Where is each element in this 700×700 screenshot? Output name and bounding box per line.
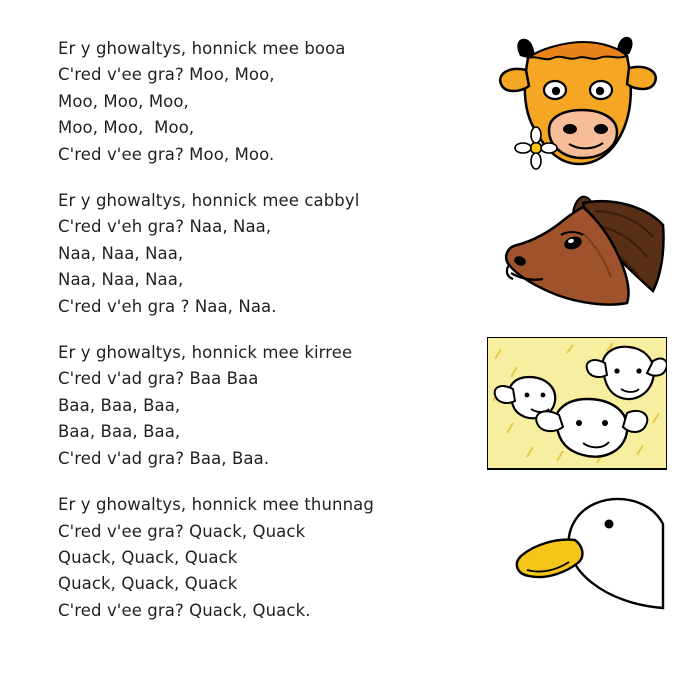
- lyric-line: C'red v'ee gra? Moo, Moo,: [58, 65, 275, 85]
- lyric-line: Naa, Naa, Naa,: [58, 243, 184, 263]
- lyrics-column: [58, 36, 468, 644]
- sheep-illustration: [487, 337, 667, 472]
- verse-cow: [58, 36, 468, 168]
- verse-duck: [58, 492, 468, 624]
- lyric-line: Naa, Naa, Naa,: [58, 270, 184, 290]
- sheep-heads-icon: [487, 337, 667, 472]
- duck-head-icon: [487, 478, 667, 613]
- duck-illustration: [487, 478, 667, 613]
- horse-illustration: [487, 191, 667, 331]
- lyric-line: Quack, Quack, Quack: [58, 574, 238, 594]
- lyric-line: Moo, Moo, Moo,: [58, 118, 195, 138]
- horse-head-icon: [487, 191, 667, 331]
- lyric-line: Baa, Baa, Baa,: [58, 422, 181, 442]
- lyric-line: Er y ghowaltys, honnick mee cabbyl: [58, 191, 360, 211]
- cow-illustration: [487, 30, 667, 185]
- verse-sheep: [58, 340, 468, 472]
- lyric-line: C'red v'ee gra? Quack, Quack: [58, 521, 306, 541]
- lyric-line: C'red v'ee gra? Quack, Quack.: [58, 600, 311, 620]
- lyric-line: Er y ghowaltys, honnick mee kirree: [58, 343, 353, 363]
- lyric-line: C'red v'ee gra? Moo, Moo.: [58, 144, 275, 164]
- verse-horse: [58, 188, 468, 320]
- lyric-line: Moo, Moo, Moo,: [58, 91, 189, 111]
- lyric-line: C'red v'ad gra? Baa Baa: [58, 369, 259, 389]
- lyric-line: Er y ghowaltys, honnick mee booa: [58, 39, 346, 58]
- illustration-column: [487, 30, 667, 619]
- lyric-line: C'red v'ad gra? Baa, Baa.: [58, 448, 270, 468]
- lyric-line: Baa, Baa, Baa,: [58, 395, 181, 415]
- lyric-line: C'red v'eh gra? Naa, Naa,: [58, 217, 272, 237]
- lyric-line: Er y ghowaltys, honnick mee thunnag: [58, 495, 374, 515]
- lyric-line: C'red v'eh gra ? Naa, Naa.: [58, 296, 277, 316]
- lyric-line: Quack, Quack, Quack: [58, 547, 238, 567]
- cow-head-icon: [487, 30, 667, 185]
